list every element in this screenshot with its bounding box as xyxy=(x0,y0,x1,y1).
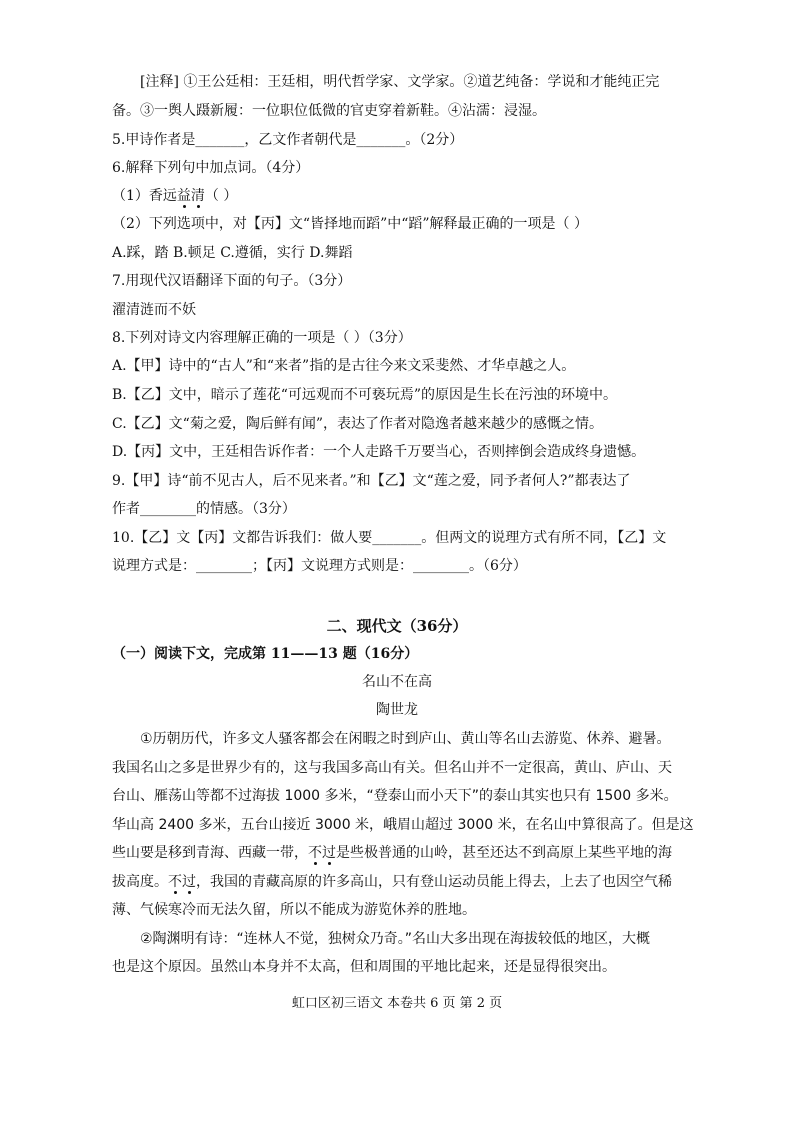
question-8-option-a: A.【甲】诗中的“古人”和“来者”指的是古往今来文采斐然、才华卓越之人。 xyxy=(112,358,576,374)
question-5: 5.甲诗作者是_______，乙文作者朝代是_______。（2分） xyxy=(112,132,464,148)
question-6-options: A.踩，踏 B.顿足 C.遵循，实行 D.舞蹈 xyxy=(112,245,353,261)
question-8: 8.下列对诗文内容理解正确的一项是（ ）（3分） xyxy=(112,330,412,346)
paragraph-2-line-1: ②陶渊明有诗：“连林人不觉，独树众乃奇。”名山大多出现在海拔较低的地区，大概 xyxy=(140,931,651,947)
paragraph-1-line-6 xyxy=(112,872,672,892)
page-footer: 虹口区初三语文 本卷共 6 页 第 2 页 xyxy=(291,996,503,1011)
dotted-char: 过 xyxy=(322,845,336,861)
article-author: 陶世龙 xyxy=(376,702,418,718)
question-7-sentence: 濯清涟而不妖 xyxy=(112,302,196,318)
question-7: 7.用现代汉语翻译下面的句子。（3分） xyxy=(112,273,352,289)
question-6: 6.解释下列句中加点词。（4分） xyxy=(112,160,310,176)
subsection-heading: （一）阅读下文，完成第 11——13 题（16分） xyxy=(112,646,419,662)
annotation-line-1: [注释] ①王公廷相：王廷相，明代哲学家、文学家。②道艺纯备：学说和才能纯正完 xyxy=(140,74,660,90)
section-heading: 二、现代文（36分） xyxy=(326,617,468,635)
question-8-option-c: C.【乙】文“菊之爱，陶后鲜有闻”，表达了作者对隐逸者越来越少的感慨之情。 xyxy=(112,416,603,432)
dotted-char: 清 xyxy=(190,188,205,204)
dotted-char: 不 xyxy=(308,845,322,861)
dotted-char: 益 xyxy=(176,188,191,204)
paragraph-1-line-4: 华山高 2400 多米，五台山接近 3000 米，峨眉山超过 3000 米，在名山中算很高了。但是这 xyxy=(112,817,694,833)
question-9-line-2: 作者________的情感。（3分） xyxy=(112,501,296,517)
question-6-item-2: （2）下列选项中，对【丙】文“皆择地而蹈”中“蹈”解释最正确的一项是（ ） xyxy=(112,216,588,232)
paragraph-1-line-5 xyxy=(112,843,672,863)
paragraph-text: ，我国的青藏高原的许多高山，只有登山运动员能上得去，上去了也因空气稀 xyxy=(196,874,672,890)
paragraph-1-line-1: ①历朝历代，许多文人骚客都会在闲暇之时到庐山、黄山等名山去游览、休养、避暑。 xyxy=(140,731,671,747)
question-10-line-1: 10.【乙】文【丙】文都告诉我们：做人要_______。但两文的说理方式有所不同，【乙】文 xyxy=(112,530,667,546)
paragraph-1-line-7: 薄、气候寒冷而无法久留，所以不能成为游览休养的胜地。 xyxy=(112,902,476,918)
answer-bracket: （ ） xyxy=(204,188,238,204)
dotted-char: 不 xyxy=(168,874,182,890)
paragraph-1-line-2: 我国名山之多是世界少有的，这与我国多高山有关。但名山并不一定很高，黄山、庐山、天 xyxy=(112,760,672,776)
dotted-char: 过 xyxy=(182,874,196,890)
question-10-line-2: 说理方式是：________；【丙】文说理方式则是：________。（6分） xyxy=(112,558,527,574)
article-title: 名山不在高 xyxy=(362,674,432,690)
paragraph-text: 些山要是移到青海、西藏一带， xyxy=(112,845,308,861)
question-6-item-1-text: （1）香远 xyxy=(112,188,177,204)
paragraph-text: 拔高度。 xyxy=(112,874,168,890)
question-8-option-b: B.【乙】文中，暗示了莲花“可远观而不可亵玩焉”的原因是生长在污浊的环境中。 xyxy=(112,387,618,403)
paragraph-text: 是些极普通的山岭，甚至还达不到高原上某些平地的海 xyxy=(336,845,672,861)
question-6-item-1 xyxy=(112,186,237,206)
paragraph-2-line-2: 也是这个原因。虽然山本身并不太高，但和周围的平地比起来，还是显得很突出。 xyxy=(112,959,616,975)
question-9-line-1: 9.【甲】诗“前不见古人，后不见来者。”和【乙】文“莲之爱，同予者何人?”都表达了 xyxy=(112,473,631,489)
question-8-option-d: D.【丙】文中，王廷相告诉作者：一个人走路千万要当心，否则摔倒会造成终身遗憾。 xyxy=(112,444,646,460)
annotation-line-2: 备。③一舆人蹑新履：一位职位低微的官吏穿着新鞋。④沾濡：浸湿。 xyxy=(112,103,546,119)
paragraph-1-line-3: 台山、雁荡山等都不过海拔 1000 多米，“登泰山而小天下”的泰山其实也只有 1500 多米。 xyxy=(112,788,678,804)
